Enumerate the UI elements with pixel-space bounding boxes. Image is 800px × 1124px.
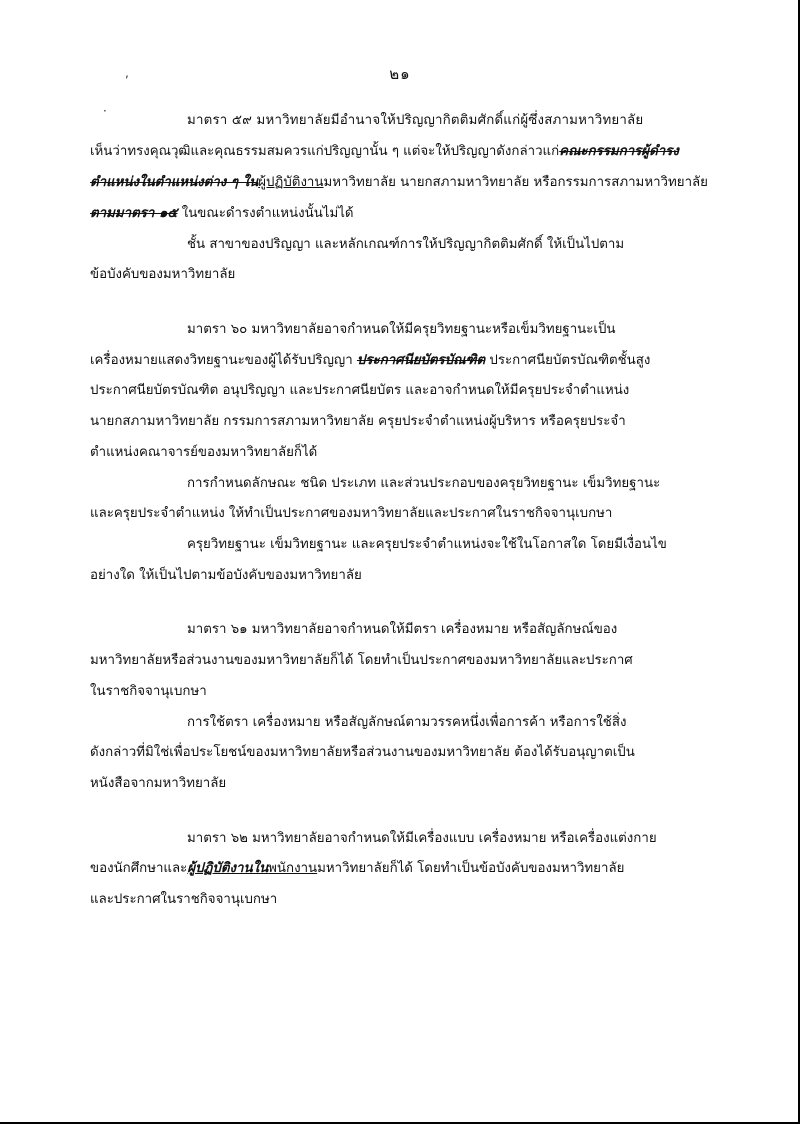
s60-line-2 [90,351,650,371]
s59-line-6 [90,265,235,285]
text-segment: ตามมาตรา ๑๕ [90,206,178,221]
s62-line-1 [187,829,657,849]
text-segment: ผู้ปฏิบัติงาน [258,175,324,190]
s59-line-3 [90,173,708,193]
text-segment: และประกาศในราชกิจจานุเบกษา [90,892,278,907]
s61-line-5 [90,743,635,763]
text-segment: มาตรา ๖๒ มหาวิทยาลัยอาจกำหนดให้มีเครื่องแบบ เครื่องหมาย หรือเครื่องแต่งกาย [187,831,657,846]
text-segment: การใช้ตรา เครื่องหมาย หรือสัญลักษณ์ตามวรรคหนึ่งเพื่อการค้า หรือการใช้สิ่ง [187,715,627,730]
s62-line-2 [90,859,624,879]
text-segment: ตำแหน่งในตำแหน่งต่าง ๆ ใน [90,175,259,190]
s61-line-2 [90,651,633,671]
text-segment: ในขณะดำรงตำแหน่งนั้นไม่ได้ [177,206,354,221]
s61-line-3 [90,682,207,702]
text-segment: อย่างใด ให้เป็นไปตามข้อบังคับของมหาวิทยาลัย [90,568,362,583]
scan-speck: · [103,104,107,118]
s61-line-4 [187,713,626,733]
text-segment: และครุยประจำตำแหน่ง ให้ทำเป็นประกาศของมหาวิทยาลัยและประกาศในราชกิจจานุเบกษา [90,506,613,521]
text-segment: นายกสภามหาวิทยาลัย กรรมการสภามหาวิทยาลัย ครุยประจำตำแหน่งผู้บริหาร หรือครุยประจำ [90,414,626,429]
s60-line-3 [90,381,629,401]
s59-line-4 [90,204,354,224]
text-segment: มาตรา ๕๙ มหาวิทยาลัยมีอำนาจให้ปริญญากิตติมศักดิ์แก่ผู้ซึ่งสภามหาวิทยาลัย [187,113,644,128]
text-segment: ครุยวิทยฐานะ เข็มวิทยฐานะ และครุยประจำตำแหน่งจะใช้ในโอกาสใด โดยมีเงื่อนไข [187,537,667,552]
text-segment: ประกาศนียบัตรบัณฑิตชั้นสูง [485,353,651,368]
text-segment: เครื่องหมายแสดงวิทยฐานะของผู้ได้รับปริญญา [90,353,357,368]
s59-line-5 [187,235,624,255]
text-segment: พนักงาน [268,861,318,876]
s60-line-7 [90,504,612,524]
s60-line-1 [187,320,616,340]
page-number: ๒๑ [389,65,411,83]
text-segment: คณะกรรมการผู้ดำรง [559,144,679,159]
text-segment: ดังกล่าวที่มิใช่เพื่อประโยชน์ของมหาวิทยาลัยหรือส่วนงานของมหาวิทยาลัย ต้องได้รับอนุญาตเป็น [90,745,635,760]
text-segment: มหาวิทยาลัย นายกสภามหาวิทยาลัย หรือกรรมการสภามหาวิทยาลัย [323,175,708,190]
text-segment: เห็นว่าทรงคุณวุฒิและคุณธรรมสมควรแก่ปริญญานั้น ๆ แต่จะให้ปริญญาดังกล่าวแก่ [90,144,560,159]
text-segment: การกำหนดลักษณะ ชนิด ประเภท และส่วนประกอบของครุยวิทยฐานะ เข็มวิทยฐานะ [187,476,661,491]
s60-line-8 [187,535,667,555]
s61-line-1 [187,620,617,640]
s59-line-2 [90,142,679,162]
scan-speck: , [125,66,129,80]
s59-line-1 [187,111,643,131]
text-segment: ประกาศนียบัตรบัณฑิต อนุปริญญา และประกาศนียบัตร และอาจกำหนดให้มีครุยประจำตำแหน่ง [90,383,630,398]
text-segment: ผู้ปฏิบัติงานใน [187,861,269,876]
text-segment: มาตรา ๖๐ มหาวิทยาลัยอาจกำหนดให้มีครุยวิทยฐานะหรือเข็มวิทยฐานะเป็น [187,322,616,337]
text-segment: ในราชกิจจานุเบกษา [90,684,207,699]
s62-line-3 [90,890,277,910]
text-segment: ข้อบังคับของมหาวิทยาลัย [90,267,236,282]
s60-line-6 [187,474,660,494]
text-segment: ของนักศึกษาและ [90,861,188,876]
s60-line-5 [90,443,317,463]
s60-line-9 [90,566,362,586]
s60-line-4 [90,412,626,432]
text-segment: มหาวิทยาลัยก็ได้ โดยทำเป็นข้อบังคับของมหาวิทยาลัย [317,861,625,876]
text-segment: ชั้น สาขาของปริญญา และหลักเกณฑ์การให้ปริญญากิตติมศักดิ์ ให้เป็นไปตาม [187,237,625,252]
text-segment: มาตรา ๖๑ มหาวิทยาลัยอาจกำหนดให้มีตรา เครื่องหมาย หรือสัญลักษณ์ของ [187,622,618,637]
text-segment: ตำแหน่งคณาจารย์ของมหาวิทยาลัยก็ได้ [90,445,318,460]
text-segment: หนังสือจากมหาวิทยาลัย [90,776,227,791]
s61-line-6 [90,774,226,794]
text-segment: มหาวิทยาลัยหรือส่วนงานของมหาวิทยาลัยก็ได้ โดยทำเป็นประกาศของมหาวิทยาลัยและประกาศ [90,653,633,668]
text-segment: ประกาศนียบัตรบัณฑิต [356,353,486,368]
